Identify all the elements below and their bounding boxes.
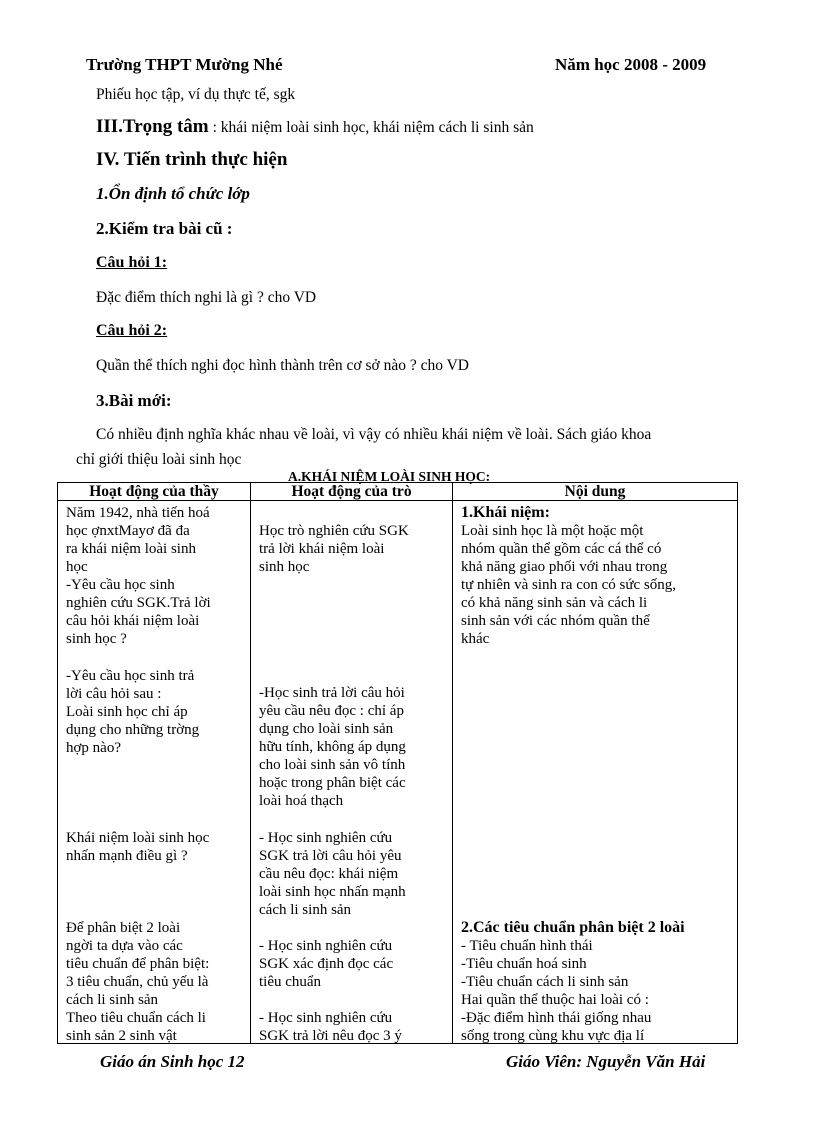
student-line: -Học sinh trả lời câu hỏi	[259, 685, 405, 701]
content-line: Hai quần thể thuộc hai loài có :	[461, 992, 649, 1008]
teacher-line: học	[66, 559, 88, 575]
question1-label: Câu hỏi 1:	[96, 254, 168, 271]
student-line: - Học sinh nghiên cứu	[259, 938, 393, 954]
teacher-line: Loài sinh học chỉ áp	[66, 704, 188, 720]
teacher-line: câu hỏi khái niệm loài	[66, 613, 200, 629]
school-name: Trường THPT Mường Nhé	[86, 55, 283, 74]
school-year: Năm học 2008 - 2009	[555, 55, 707, 74]
teacher-line: học ợnxtMayơ đã đa	[66, 523, 190, 539]
student-line: trả lời khái niệm loài	[259, 541, 385, 557]
teacher-line: lời câu hỏi sau :	[66, 686, 162, 702]
paragraph-line-1: Có nhiều định nghĩa khác nhau về loài, vì vậy có nhiều khái niệm về loài. Sách giáo khoa	[96, 426, 652, 443]
content-cell	[453, 501, 738, 1044]
process-heading: IV. Tiến trình thực hiện	[96, 149, 288, 170]
content-line: Loài sinh học là một hoặc một	[461, 523, 644, 539]
content-line: -Đặc điểm hình thái giống nhau	[461, 1010, 652, 1026]
table-body-row	[58, 501, 738, 1044]
content-line: tự nhiên và sinh ra con có sức sống,	[461, 577, 676, 593]
content-line: nhóm quần thể gồm các cá thể có	[461, 541, 662, 557]
teacher-line: nghiên cứu SGK.Trả lời	[66, 595, 211, 611]
student-line: loài sinh học nhấn mạnh	[259, 884, 406, 900]
teacher-line: Khái niệm loài sinh học	[66, 830, 210, 846]
teacher-line: tiêu chuẩn để phân biệt:	[66, 956, 210, 972]
content-line: -Tiêu chuẩn hoá sinh	[461, 956, 587, 972]
teacher-line: 3 tiêu chuẩn, chủ yếu là	[66, 974, 209, 990]
teacher-line: nhấn mạnh điều gì ?	[66, 848, 188, 864]
teacher-line: hợp nào?	[66, 740, 121, 756]
content-line: sống trong cùng khu vực địa lí	[461, 1028, 645, 1043]
step2-heading: 2.Kiểm tra bài cũ :	[96, 219, 233, 238]
teacher-line: Để phân biệt 2 loài	[66, 920, 181, 936]
student-line: hữu tính, không áp dụng	[259, 739, 406, 755]
teacher-line: dụng cho những trờng	[66, 722, 200, 738]
content-line: sinh sản với các nhóm quần thể	[461, 613, 650, 629]
teacher-line: -Yêu cầu học sinh trả	[66, 668, 195, 684]
student-line: cho loài sinh sản vô tính	[259, 757, 406, 773]
header-teacher: Hoạt động của thầy	[58, 483, 251, 501]
lesson-table	[57, 482, 738, 1044]
footer-left: Giáo án Sinh học 12	[100, 1052, 245, 1071]
question1-text: Đặc điểm thích nghi là gì ? cho VD	[96, 289, 317, 306]
teacher-line: ra khái niệm loài sinh	[66, 541, 196, 557]
student-line: cầu nêu đọc: khái niệm	[259, 866, 399, 882]
materials-line: Phiếu học tập, ví dụ thực tế, sgk	[96, 86, 296, 103]
table-header-row	[58, 483, 738, 501]
teacher-line: Năm 1942, nhà tiến hoá	[66, 505, 210, 521]
content-heading-2: 2.Các tiêu chuẩn phân biệt 2 loài	[461, 919, 685, 936]
teacher-line: cách li sinh sản	[66, 992, 159, 1008]
question2-text: Quần thể thích nghi đọc hình thành trên cơ sở nào ? cho VD	[96, 357, 469, 374]
content-line: -Tiêu chuẩn cách li sinh sản	[461, 974, 629, 990]
student-line: yêu cầu nêu đọc : chỉ áp	[259, 703, 404, 719]
teacher-line: sinh học ?	[66, 631, 127, 647]
focus-text: : khái niệm loài sinh học, khái niệm cách li sinh sản	[212, 119, 534, 136]
header-content: Nội dung	[453, 483, 738, 501]
footer-right: Giáo Viên: Nguyễn Văn Hải	[506, 1052, 706, 1071]
student-line: Học trò nghiên cứu SGK	[259, 523, 409, 539]
content-line: - Tiêu chuẩn hình thái	[461, 938, 593, 954]
student-line: loài hoá thạch	[259, 793, 344, 809]
question2-label: Câu hỏi 2:	[96, 322, 168, 339]
focus-label: III.Trọng tâm	[96, 116, 209, 137]
teacher-cell	[58, 501, 251, 1044]
student-line: dụng cho loài sinh sản	[259, 721, 394, 737]
student-line: - Học sinh nghiên cứu	[259, 1010, 393, 1026]
student-line: SGK trả lời nêu đọc 3 ý	[259, 1028, 402, 1043]
step1-heading: 1.Ổn định tổ chức lớp	[96, 184, 250, 203]
teacher-line: -Yêu cầu học sinh	[66, 577, 175, 593]
student-line: - Học sinh nghiên cứu	[259, 830, 393, 846]
student-line: SGK xác định đọc các	[259, 956, 394, 972]
step3-heading: 3.Bài mới:	[96, 391, 172, 410]
content-line: khả năng giao phối với nhau trong	[461, 559, 668, 575]
student-line: cách li sinh sản	[259, 902, 352, 918]
teacher-line: Theo tiêu chuẩn cách li	[66, 1010, 206, 1026]
student-line: tiêu chuẩn	[259, 974, 322, 990]
teacher-line: sinh sản 2 sinh vật	[66, 1028, 177, 1043]
student-line: hoặc trong phân biệt các	[259, 775, 406, 791]
paragraph-line-2: chỉ giới thiệu loài sinh học	[76, 451, 242, 468]
header-student: Hoạt động của trò	[251, 483, 453, 501]
student-line: sinh học	[259, 559, 310, 575]
content-line: có khả năng sinh sản và cách li	[461, 595, 648, 611]
focus-line	[96, 116, 534, 138]
table-caption: A.KHÁI NIỆM LOÀI SINH HỌC:	[288, 469, 491, 484]
teacher-line: ngời ta dựa vào các	[66, 938, 183, 954]
student-line: SGK trả lời câu hỏi yêu	[259, 848, 402, 864]
content-heading-1: 1.Khái niệm:	[461, 504, 550, 521]
student-cell	[251, 501, 453, 1044]
content-line: khác	[461, 631, 490, 647]
